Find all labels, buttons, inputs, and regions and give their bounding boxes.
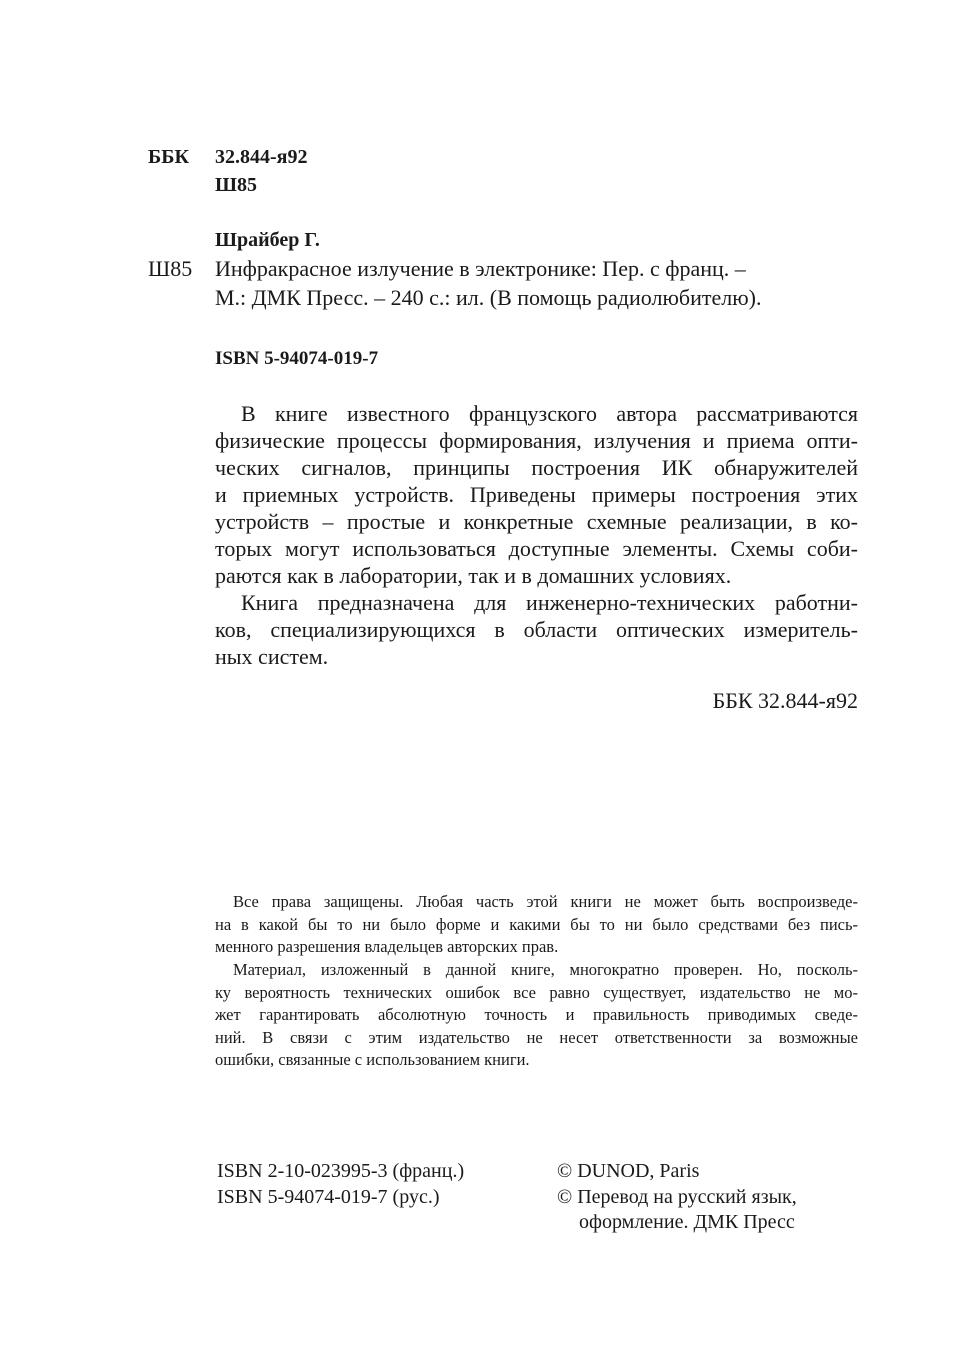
isbn-russian: ISBN 5-94074-019-7 (рус.) bbox=[217, 1186, 440, 1208]
annotation-line: устройств – простые и конкретные схемные реализации, в ко- bbox=[215, 509, 858, 534]
rights-notice-paragraph-2 bbox=[215, 959, 858, 1072]
notice-line: жет гарантировать абсолютную точность и правильность приводимых сведе- bbox=[215, 1005, 858, 1024]
bibliographic-line-1: Инфракрасное излучение в электронике: Пер. с франц. – bbox=[215, 256, 746, 281]
annotation-line: физические процессы формирования, излучения и приема опти- bbox=[215, 428, 858, 453]
annotation-line: В книге известного французского автора рассматриваются bbox=[241, 401, 858, 426]
notice-line: на в какой бы то ни было форме и какими бы то ни было средствами без пись- bbox=[215, 914, 858, 934]
annotation-line: ков, специализирующихся в области оптических измеритель- bbox=[215, 617, 858, 642]
annotation-paragraph-2 bbox=[215, 589, 858, 670]
annotation-line: и приемных устройств. Приведены примеры построения этих bbox=[215, 482, 858, 507]
bbk-code: 32.844-я92 bbox=[215, 146, 308, 168]
rights-notice-paragraph-1 bbox=[215, 891, 858, 959]
notice-line: ку вероятность технических ошибок все равно существует, издательство не мо- bbox=[215, 982, 858, 1002]
copyright-translation-line-1: © Перевод на русский язык, bbox=[557, 1186, 797, 1208]
cutter-code: Ш85 bbox=[215, 174, 257, 196]
cutter-side-code: Ш85 bbox=[148, 256, 193, 281]
copyright-translation-line-2: оформление. ДМК Пресс bbox=[579, 1211, 795, 1233]
annotation-line: Книга предназначена для инженерно-технических работни- bbox=[241, 590, 858, 615]
annotation-line: ных систем. bbox=[215, 644, 329, 669]
annotation-paragraph-1 bbox=[215, 400, 858, 589]
notice-line: Все права защищены. Любая часть этой книги не может быть воспроизведе- bbox=[233, 892, 858, 911]
annotation-line: раются как в лаборатории, так и в домашних условиях. bbox=[215, 563, 732, 588]
bbk-label: ББК bbox=[148, 146, 189, 168]
copyright-original: © DUNOD, Paris bbox=[557, 1160, 700, 1182]
author-name: Шрайбер Г. bbox=[215, 229, 320, 251]
annotation-line: торых могут использоваться доступные элементы. Схемы соби- bbox=[215, 536, 858, 561]
bbk-right-code: ББК 32.844-я92 bbox=[712, 688, 858, 713]
isbn-main: ISBN 5-94074-019-7 bbox=[215, 348, 379, 369]
annotation-line: ческих сигналов, принципы построения ИК обнаружителей bbox=[215, 455, 858, 480]
notice-line: Материал, изложенный в данной книге, многократно проверен. Но, посколь- bbox=[233, 960, 858, 979]
notice-line: ошибки, связанные с использованием книги. bbox=[215, 1050, 530, 1069]
isbn-french: ISBN 2-10-023995-3 (франц.) bbox=[217, 1160, 465, 1182]
bibliographic-line-2: М.: ДМК Пресс. – 240 с.: ил. (В помощь радиолюбителю). bbox=[215, 285, 762, 310]
notice-line: ний. В связи с этим издательство не несет ответственности за возможные bbox=[215, 1027, 858, 1047]
notice-line: менного разрешения владельцев авторских прав. bbox=[215, 937, 559, 956]
